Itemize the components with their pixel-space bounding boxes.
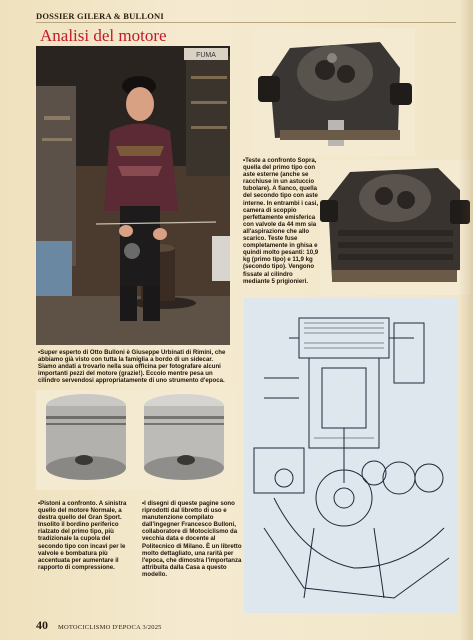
section-header: DOSSIER GILERA & BULLONI bbox=[36, 11, 164, 21]
engine-drawing bbox=[244, 298, 458, 613]
cylinder-heads-caption-text: •Teste a confronto Sopra, quella del primo tipo con aste esterne (anche se racchiuse in un astuccio tubolare). A fianco, quella del secondo tipo con aste interne. In entrambi i casi, camera di scoppio perfettamente emisferica con valvole da 44 mm sia all'aspirazione che allo scarico. Teste fuse completamente in ghisa e quindi molto pesanti: 10,9 kg (primo tipo) e 11,9 kg (secondo tipo). Vengono fissate al cilindro mediante 5 prigionieri. bbox=[243, 157, 319, 285]
wall-sign: FUMA bbox=[196, 52, 216, 59]
pistons-caption-text: •Pistoni a confronto. A sinistra quello del motore Normale, a destra quello del Gran Sport. Insolito il bordino periferico rialzato del primo tipo, più tradizionale la cupola del secondo tipo con incavi per le valvole e bombatura più accentuata per aumentare il rapporto di compressione. bbox=[38, 500, 127, 571]
pistons-caption bbox=[38, 500, 136, 571]
pistons-photo bbox=[36, 390, 236, 490]
workshop-photo bbox=[36, 46, 230, 345]
cylinder-heads-caption bbox=[243, 157, 321, 285]
page-gutter-shadow bbox=[459, 0, 473, 640]
header-divider bbox=[36, 22, 456, 23]
drawings-caption-text: •I disegni di queste pagine sono riprodotti dal libretto di uso e manutenzione compilato dall'ingegner Francesco Bulloni, collaboratore di Motociclismo da vecchia data e docente al Politecnico di Milano. È un libretto molto dettagliato, una rarità per l'epoca, che dimostra l'importanza attribuita dalla Casa a questo modello. bbox=[142, 500, 242, 578]
drawings-caption bbox=[142, 500, 242, 578]
page-title: Analisi del motore bbox=[40, 26, 167, 45]
magazine-name: MOTOCICLISMO D'EPOCA 3/2025 bbox=[58, 624, 162, 631]
cylinder-head-photo-1 bbox=[250, 28, 415, 156]
page-footer bbox=[36, 616, 162, 634]
expert-caption-text: •Super esperto di Otto Bulloni è Giuseppe Urbinati di Rimini, che abbiamo già visto con tutta la famiglia a bordo di un sidecar. Siamo andati a trovarlo nella sua officina per fotografare alcuni importanti pezzi del motore (grazie!). Eccolo mentre pesa un cilindro servendosi appropriatamente di uno strumento d'epoca. bbox=[38, 349, 226, 385]
expert-caption bbox=[38, 349, 230, 384]
page-number: 40 bbox=[36, 618, 48, 632]
cylinder-head-photo-2 bbox=[320, 160, 470, 295]
